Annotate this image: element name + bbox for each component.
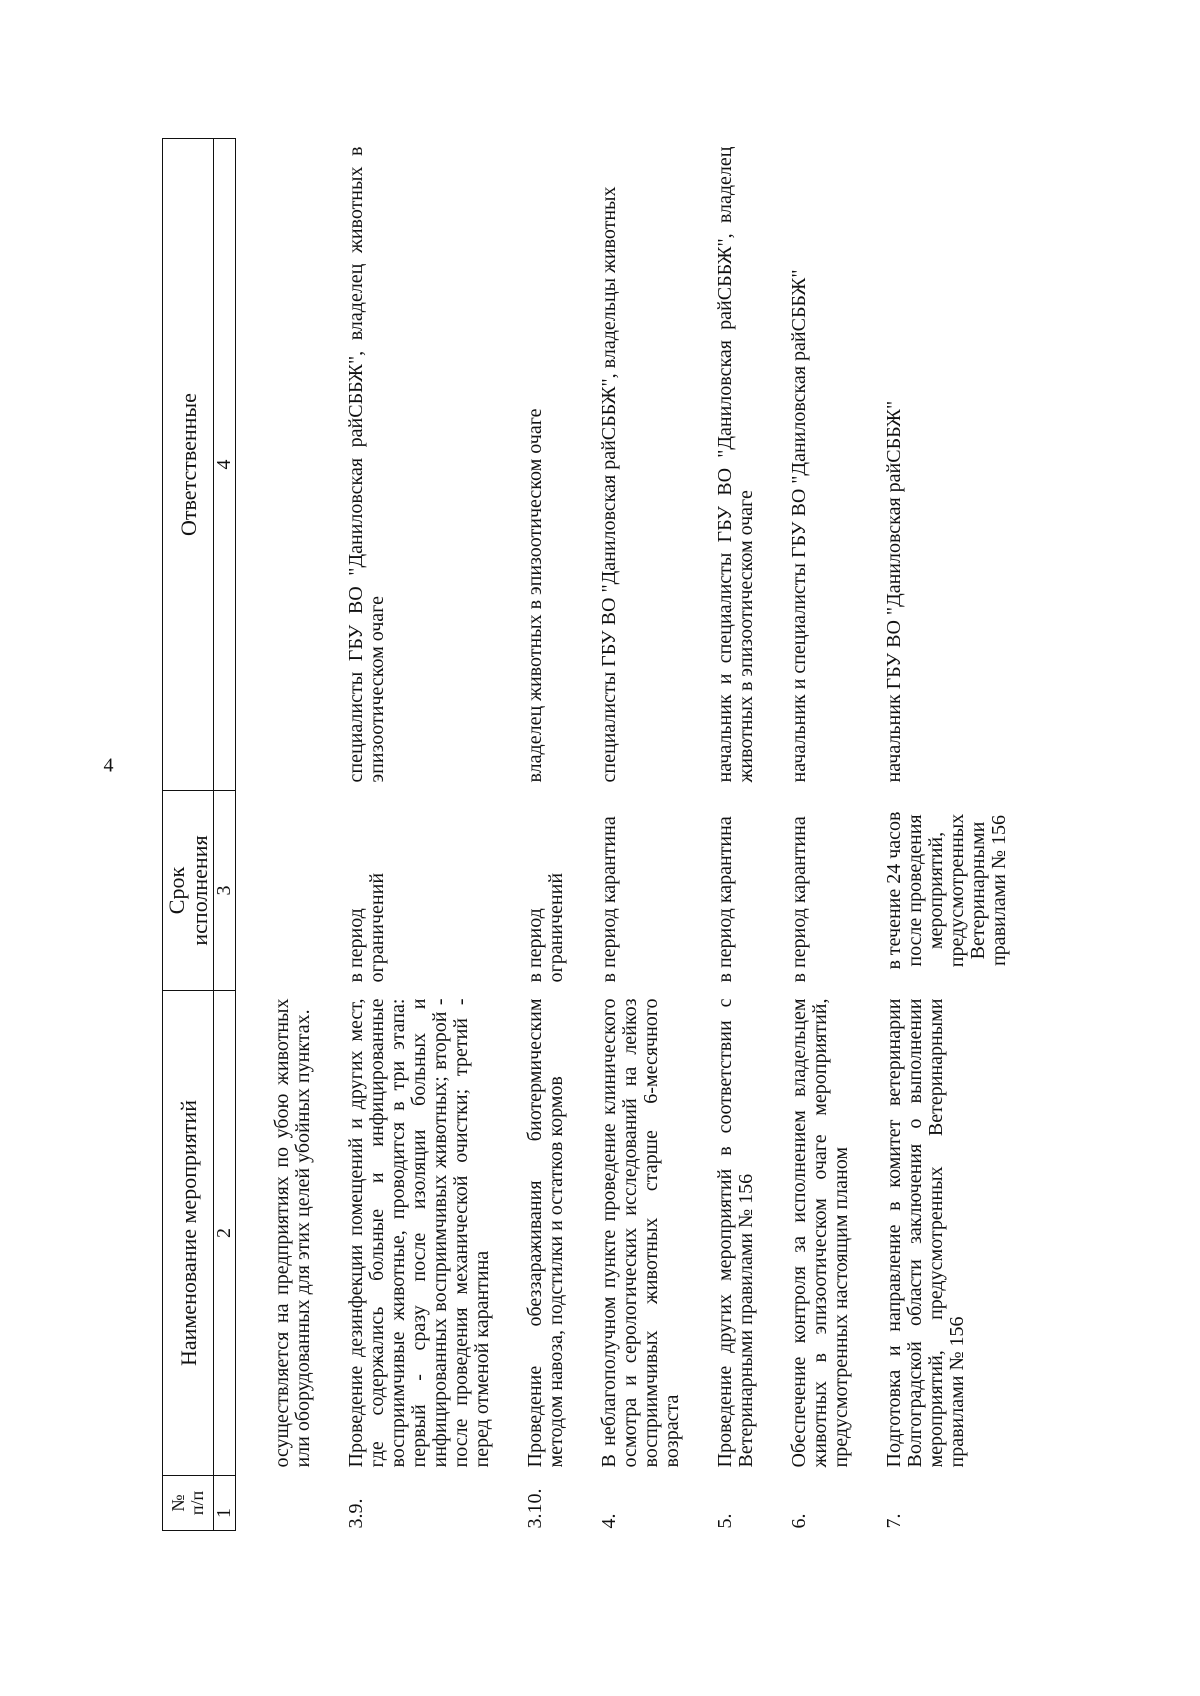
table-row — [707, 139, 781, 1531]
row-responsible — [236, 139, 339, 791]
row-index: 3.9. — [345, 1498, 368, 1529]
row-measure: осуществляется на предприятиях по убою животных или оборудованных для этих целей убойных пунктах. — [271, 998, 315, 1468]
row-index: 6. — [788, 1513, 811, 1529]
column-number: 4 — [214, 139, 236, 791]
row-measure: Проведение других мероприятий в соответствии с Ветеринарными правилами № 156 — [714, 998, 758, 1468]
row-index: 4. — [598, 1513, 621, 1529]
header-num: № п/п — [163, 1476, 214, 1531]
column-number: 2 — [214, 991, 236, 1476]
row-measure: Проведение обеззараживания биотермическим методом навоза, подстилки и остатков кормов — [524, 998, 568, 1468]
row-term: в период карантина — [788, 816, 811, 983]
table-header-row — [163, 139, 214, 1531]
page-number: 4 — [103, 754, 114, 777]
column-number-row — [214, 139, 236, 1531]
row-measure: Подготовка и направление в комитет ветеринарии Волгоградской области заключения о выполнении мероприятий, предусмотренных Ветеринарными правилами № 156 — [883, 998, 969, 1468]
row-term — [236, 791, 339, 991]
row-responsible: начальник и специалисты ГБУ ВО "Даниловская райСББЖ" — [788, 269, 811, 783]
row-measure: Проведение дезинфекции помещений и других мест, где содержались больные и инфицированные восприимчивые животные, проводится в три этапа: первый - сразу после изоляции больных и инфицированных восприимчивых животных; второй - после проведения механической очистки; третий - перед отменой карантина — [345, 998, 494, 1468]
column-number: 3 — [214, 791, 236, 991]
row-term: в период карантина — [714, 816, 737, 983]
table-row — [517, 139, 591, 1531]
table-row — [236, 139, 339, 1531]
header-term: Срок исполнения — [163, 791, 214, 991]
table-row — [781, 139, 876, 1531]
measures-table — [162, 138, 1034, 1531]
table-row — [876, 139, 1034, 1531]
row-responsible: начальник и специалисты ГБУ ВО "Даниловская райСББЖ", владелец животных в эпизоотическом очаге — [714, 146, 758, 783]
row-index — [236, 1476, 339, 1531]
header-resp: Ответственные — [163, 139, 214, 791]
row-measure: Обеспечение контроля за исполнением владельцем животных в эпизоотическом очаге мероприятий, предусмотренных настоящим планом — [788, 998, 853, 1468]
header-name: Наименование мероприятий — [163, 991, 214, 1476]
row-index: 3.10. — [524, 1488, 547, 1529]
table-row — [591, 139, 707, 1531]
row-term: в течение 24 часов после проведения мероприятий, предусмотренных Ветеринарными правилами № 156 — [883, 811, 1011, 970]
row-index: 5. — [714, 1513, 737, 1529]
table-row — [338, 139, 517, 1531]
row-term: в период ограничений — [524, 872, 568, 983]
row-index: 7. — [883, 1513, 906, 1529]
row-term: в период ограничений — [345, 872, 389, 983]
column-number: 1 — [214, 1476, 236, 1531]
row-responsible: специалисты ГБУ ВО "Даниловская райСББЖ", владелец животных в эпизоотическом очаге — [345, 146, 389, 783]
row-responsible: начальник ГБУ ВО "Даниловская райСББЖ" — [883, 400, 906, 783]
row-measure: В неблагополучном пункте проведение клинического осмотра и серологических исследований на лейкоз восприимчивых животных старше 6-месячного возраста — [598, 998, 684, 1468]
row-term: в период карантина — [598, 816, 621, 983]
row-responsible: владелец животных в эпизоотическом очаге — [524, 408, 547, 783]
row-responsible: специалисты ГБУ ВО "Даниловская райСББЖ", владельцы животных — [598, 186, 621, 783]
